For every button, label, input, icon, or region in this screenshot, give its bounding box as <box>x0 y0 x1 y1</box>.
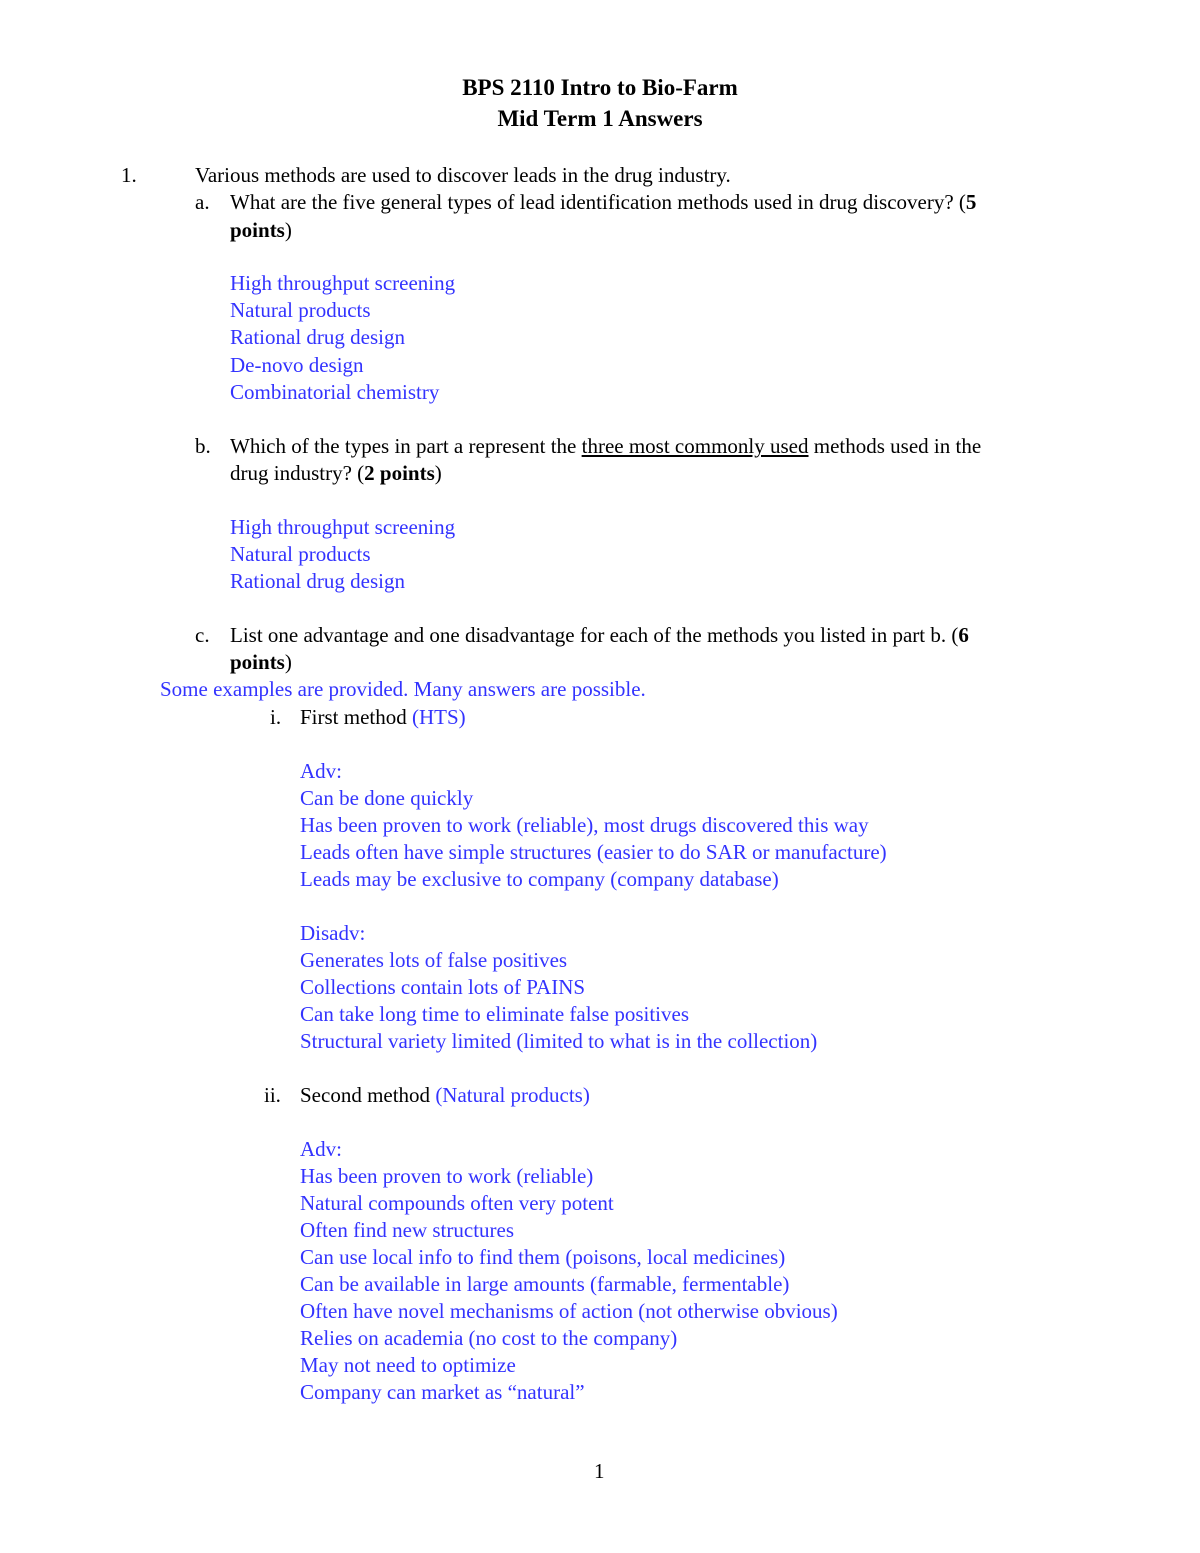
part-c-letter: c. <box>195 623 210 647</box>
advantage-item: Leads may be exclusive to company (company database) <box>300 867 779 891</box>
document-title: BPS 2110 Intro to Bio-Farm <box>462 75 738 100</box>
advantage-item: Company can market as “natural” <box>300 1380 585 1404</box>
advantage-item: Often have novel mechanisms of action (not otherwise obvious) <box>300 1299 838 1323</box>
answer-item: Rational drug design <box>230 569 405 594</box>
document-subtitle: Mid Term 1 Answers <box>497 106 703 131</box>
advantage-item: Can be available in large amounts (farmable, fermentable) <box>300 1272 790 1296</box>
method-1-disadv-heading: Disadv: <box>300 921 366 945</box>
part-b-question: Which of the types in part a represent the three most commonly used methods used in the <box>230 434 982 458</box>
advantage-item: Has been proven to work (reliable), most drugs discovered this way <box>300 813 869 837</box>
answer-item: Natural products <box>230 542 371 567</box>
answer-item: High throughput screening <box>230 515 456 539</box>
page-number: 1 <box>594 1459 605 1483</box>
method-2-adv-heading: Adv: <box>300 1137 342 1161</box>
method-2-label: Second method (Natural products) <box>300 1083 590 1107</box>
part-b-question-line2: drug industry? (2 points) <box>230 461 442 485</box>
disadvantage-item: Structural variety limited (limited to what is in the collection) <box>300 1029 818 1053</box>
method-2-numeral: ii. <box>264 1083 281 1107</box>
answer-item: Natural products <box>230 298 371 323</box>
method-1-numeral: i. <box>270 705 282 729</box>
question-text: Various methods are used to discover leads in the drug industry. <box>195 163 731 187</box>
part-c-points: points) <box>230 650 292 674</box>
advantage-item: Relies on academia (no cost to the company) <box>300 1326 678 1350</box>
method-1-adv-heading: Adv: <box>300 759 342 783</box>
part-a-points: points) <box>230 218 292 242</box>
part-c-question: List one advantage and one disadvantage for each of the methods you listed in part b. (6 <box>230 623 969 647</box>
advantage-item: Natural compounds often very potent <box>300 1191 614 1215</box>
answer-item: De-novo design <box>230 352 364 377</box>
advantage-item: Has been proven to work (reliable) <box>300 1164 594 1188</box>
disadvantage-item: Generates lots of false positives <box>300 948 568 972</box>
part-c-note: Some examples are provided. Many answers are possible. <box>160 677 646 701</box>
advantage-item: Can be done quickly <box>300 786 474 810</box>
advantage-item: Can use local info to find them (poisons, local medicines) <box>300 1245 786 1269</box>
advantage-item: Leads often have simple structures (easier to do SAR or manufacture) <box>300 840 887 864</box>
method-1-label: First method (HTS) <box>300 705 466 729</box>
answer-item: Rational drug design <box>230 325 405 350</box>
part-a-letter: a. <box>195 190 210 214</box>
disadvantage-item: Can take long time to eliminate false positives <box>300 1002 689 1026</box>
advantage-item: Often find new structures <box>300 1218 515 1242</box>
question-number: 1. <box>121 163 137 187</box>
advantage-item: May not need to optimize <box>300 1353 516 1377</box>
part-b-letter: b. <box>195 434 211 458</box>
answer-item: High throughput screening <box>230 271 456 295</box>
disadvantage-item: Collections contain lots of PAINS <box>300 975 586 999</box>
answer-item: Combinatorial chemistry <box>230 379 440 404</box>
part-a-question: What are the five general types of lead identification methods used in drug discovery? (5 <box>230 190 977 214</box>
